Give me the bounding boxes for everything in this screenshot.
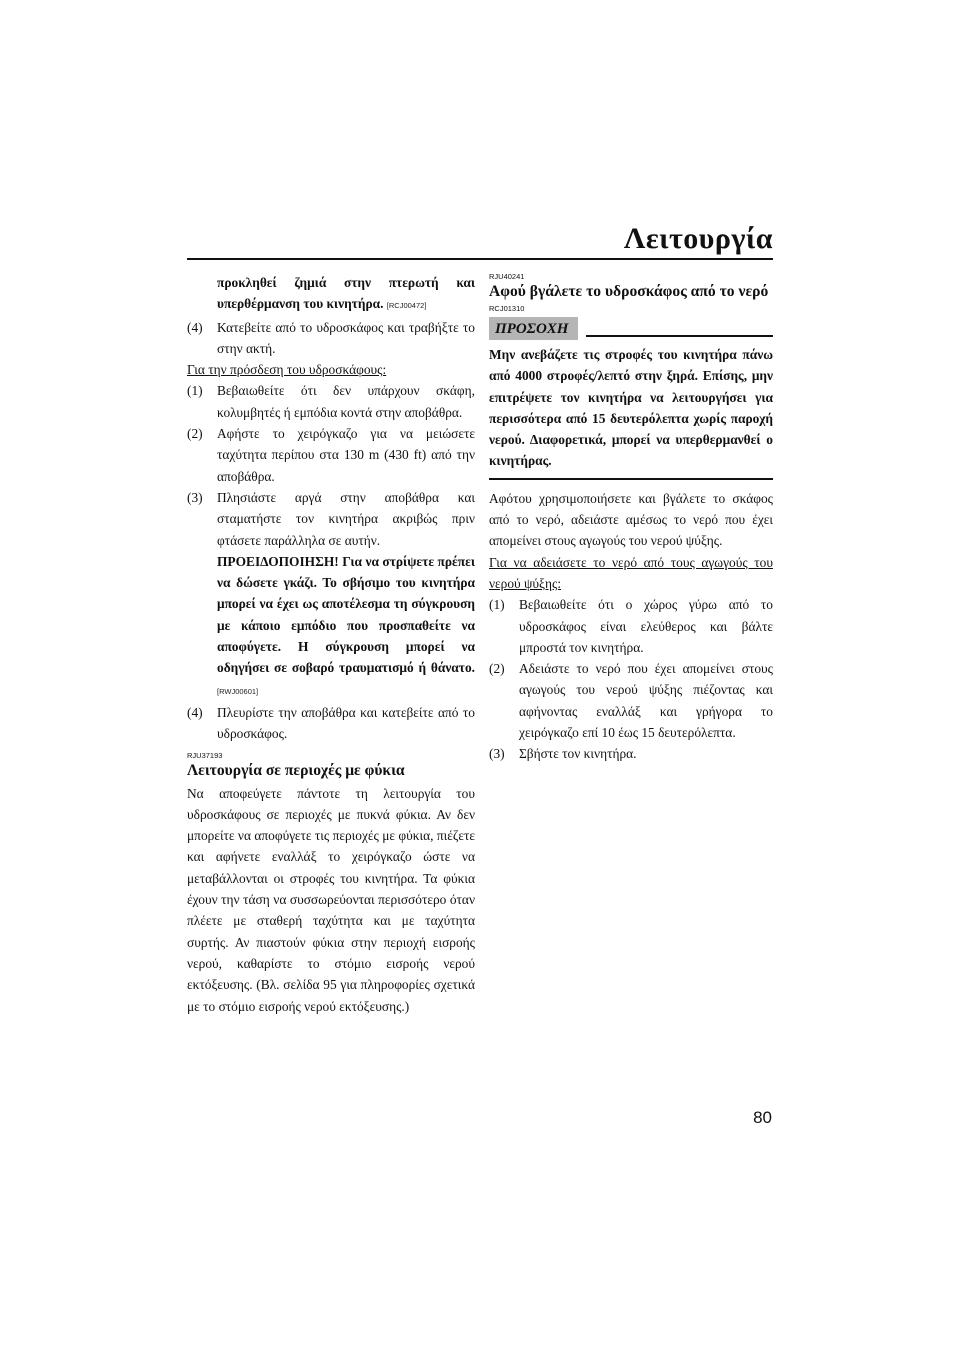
caution-badge: ΠΡΟΣΟΧΗ — [489, 317, 578, 340]
list-item-text: Πλευρίστε την αποβάθρα και κατεβείτε από το υδροσκάφος. — [217, 704, 475, 742]
caution-rule — [586, 335, 773, 337]
list-item-number: (3) — [489, 746, 505, 762]
title-rule — [187, 258, 773, 260]
list-item-text: Σβήστε τον κινητήρα. — [519, 746, 637, 762]
left-column — [187, 272, 475, 1017]
warning-continuation-text: προκληθεί ζημιά στην πτερωτή και υπερθέρμανση του κινητήρα. — [217, 275, 475, 312]
list-item-text: Αφήστε το χειρόγκαζο για να μειώσετε ταχύτητα περίπου στα 130 m (430 ft) από την αποβάθρα. — [217, 426, 475, 484]
section-body: Να αποφεύγετε πάντοτε τη λειτουργία του υδροσκάφους σε περιοχές με πυκνά φύκια. Αν δεν μπορείτε να αποφύγετε τις περιοχές με φύκια, πιέζετε και αφήνετε εναλλάξ το χειρόγκαζο ώστε να μεταβάλλονται οι στροφές του κινητήρα. Τα φύκια έχουν την τάση να συσσωρεύονται περισσότερο όταν πλέετε με σταθερή ταχύτητα και με ταχύτητα συρτής. Αν πιαστούν φύκια στην περιοχή εισροής νερού, καθαρίστε το στόμιο εισροής νερού εκτόξευσης. (Βλ. σελίδα 95 για πληροφορίες σχετικά με το στόμιο εισροής νερού εκτόξευσης.) — [187, 785, 475, 1014]
list-item-text: Πλησιάστε αργά στην αποβάθρα και σταματήστε τον κινητήρα ακριβώς πριν φτάσετε παράλληλα σε αυτήν. — [217, 489, 475, 548]
warning-code: [RCJ00472] — [386, 301, 427, 311]
caution-text: Μην ανεβάζετε τις στροφές του κινητήρα πάνω από 4000 στροφές/λεπτό στην ξηρά. Επίσης, μην επιτρέψετε τον κινητήρα να λειτουργήσει για περισσότερα από 15 δευτερόλεπτα χωρίς παροχή νερού. Διαφορετικά, μπορεί να υπερθερμανθεί ο κινητήρας. — [489, 344, 773, 480]
page-number: 80 — [753, 1108, 772, 1127]
section-heading: Λειτουργία σε περιοχές με φύκια — [187, 761, 405, 779]
intro-paragraph: Αφότου χρησιμοποιήσετε και βγάλετε το σκάφος από το νερό, αδειάστε αμέσως το νερό που έχει απομείνει στους αγωγούς του νερού ψύξης. — [489, 490, 773, 549]
list-item-number: (1) — [187, 383, 203, 399]
list-item-text: Αδειάστε το νερό που έχει απομείνει στους αγωγούς του νερού ψύξης πιέζοντας και αφήνοντας εναλλάξ και γρήγορα το χειρόγκαζο επί 10 έως 15 δευτερόλεπτα. — [519, 661, 773, 741]
right-column — [489, 272, 773, 765]
list-item-number: (4) — [187, 319, 203, 335]
list-item-number: (2) — [489, 661, 505, 677]
list-item — [187, 380, 475, 423]
list-item-number: (2) — [187, 426, 203, 442]
list-item — [489, 594, 773, 658]
list-item — [187, 487, 475, 551]
docking-warning — [187, 551, 475, 702]
list-item-number: (3) — [187, 489, 203, 505]
drain-subheading: Για να αδειάσετε το νερό από τους αγωγούς του νερού ψύξης: — [489, 554, 773, 591]
list-item — [187, 317, 475, 360]
caution-id: RCJ01310 — [489, 304, 525, 313]
warning-continuation — [187, 272, 475, 317]
section-id: RJU37193 — [187, 750, 223, 760]
list-item — [187, 423, 475, 487]
section-id: RJU40241 — [489, 272, 525, 281]
caution-header — [489, 317, 773, 340]
list-item — [489, 743, 773, 764]
list-item-text: Βεβαιωθείτε ότι ο χώρος γύρω από το υδροσκάφος είναι ελεύθερος και βάλτε μπροστά τον κινητήρα. — [519, 597, 773, 655]
list-item-text: Βεβαιωθείτε ότι δεν υπάρχουν σκάφη, κολυμβητές ή εμπόδια κοντά στην αποβάθρα. — [217, 383, 475, 420]
list-item-text: Κατεβείτε από το υδροσκάφος και τραβήξτε το στην ακτή. — [217, 319, 475, 356]
docking-subheading: Για την πρόσδεση του υδροσκάφους: — [187, 362, 387, 378]
section-heading: Αφού βγάλετε το υδροσκάφος από το νερό — [489, 283, 769, 300]
list-item — [489, 658, 773, 743]
docking-warning-text: ΠΡΟΕΙΔΟΠΟΙΗΣΗ! Για να στρίψετε πρέπει να δώσετε γκάζι. Το σβήσιμο του κινητήρα μπορεί να έχει ως αποτέλεσμα τη σύγκρουση με κάποιο εμπόδιο που προσπαθείτε να αποφύγετε. Η σύγκρουση μπορεί να οδηγήσει σε σοβαρό τραυματισμό ή θάνατο. — [217, 553, 475, 676]
list-item-number: (1) — [489, 597, 505, 613]
list-item — [187, 702, 475, 745]
page-title: Λειτουργία — [623, 222, 773, 255]
list-item-number: (4) — [187, 704, 203, 720]
docking-warning-code: [RWJ00601] — [217, 686, 259, 696]
